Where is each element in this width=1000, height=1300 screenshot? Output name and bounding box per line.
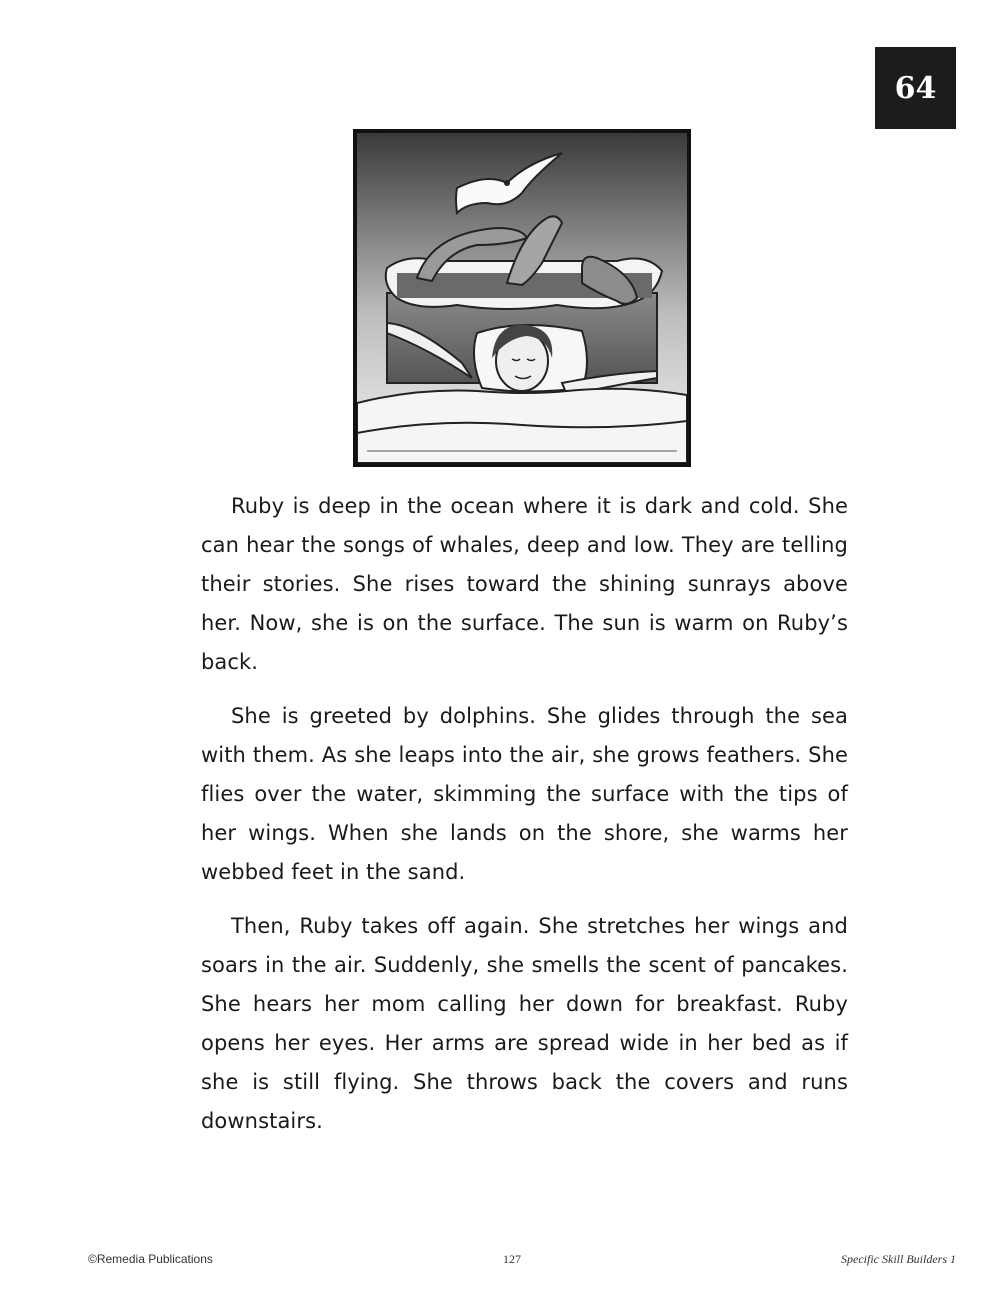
story-illustration (353, 129, 691, 467)
footer-publisher: ©Remedia Publications (88, 1252, 213, 1266)
story-paragraph: Ruby is deep in the ocean where it is dark and cold. She can hear the songs of whales, deep and low. They are telling their stories. She rises toward the shining sunrays above her. Now, she is on the surface. The sun is warm on Ruby’s back. (201, 494, 848, 674)
story-paragraph: Then, Ruby takes off again. She stretches her wings and soars in the air. Suddenly, she smells the scent of pancakes. She hears her mom calling her down for breakfast. Ruby opens her eyes. Her arms are spread wide in her bed as if she is still flying. She throws back the covers and runs downstairs. (201, 914, 848, 1133)
story-paragraph: She is greeted by dolphins. She glides through the sea with them. As she leaps into the air, she grows feathers. She flies over the water, skimming the surface with the tips of her wings. When she lands on the shore, she warms her webbed feet in the sand. (201, 704, 848, 884)
footer-book-title: Specific Skill Builders 1 (841, 1252, 956, 1266)
page-number-badge: 64 (875, 47, 956, 129)
story-text (201, 487, 848, 1156)
footer-page-number: 127 (503, 1252, 521, 1266)
dream-scene-svg (357, 133, 687, 463)
